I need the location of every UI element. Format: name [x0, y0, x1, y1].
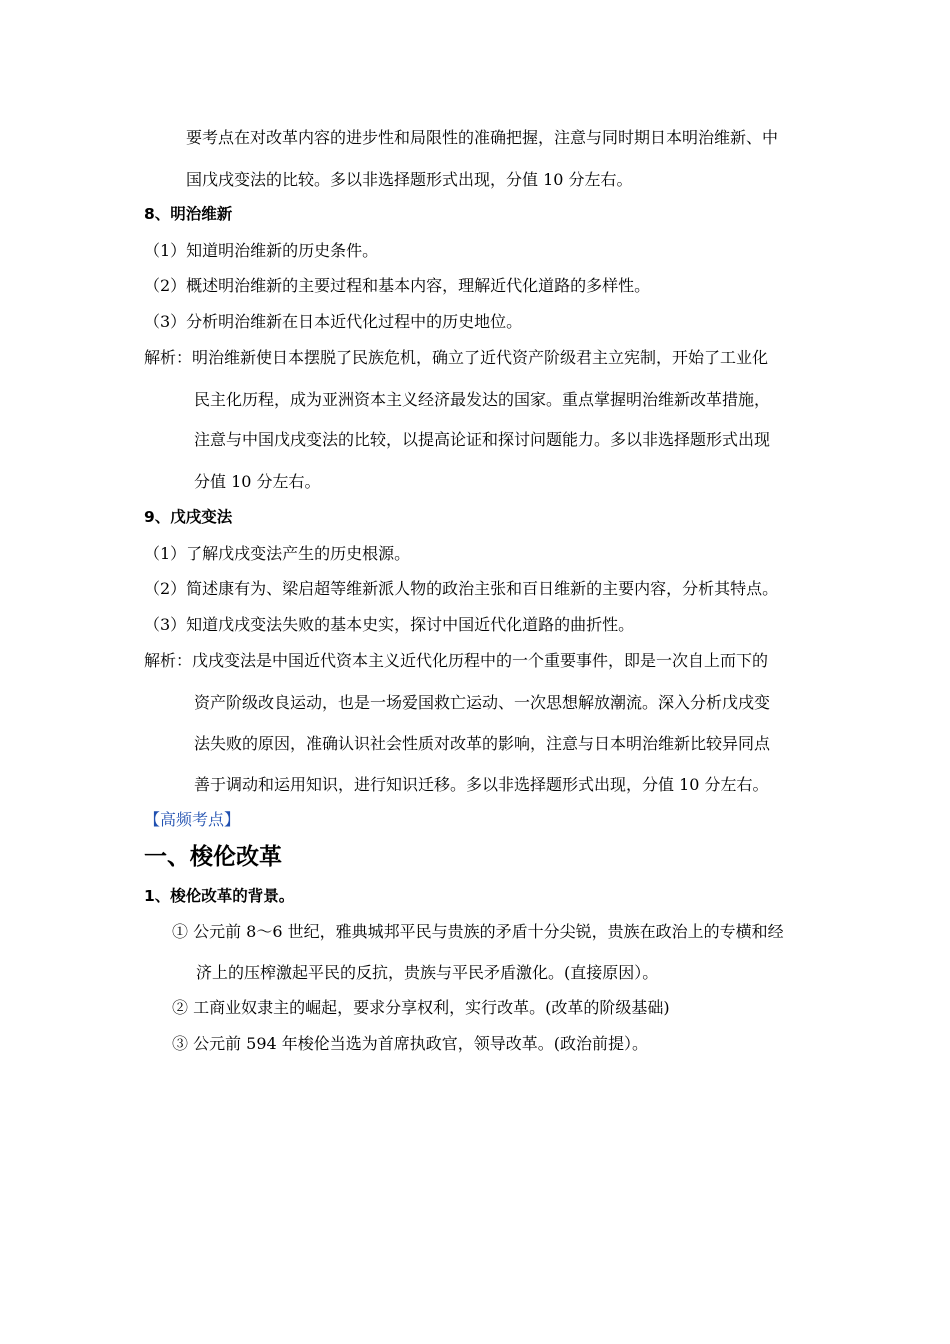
- meiji-item-3: （3）分析明治维新在日本近代化过程中的历史地位。: [144, 312, 523, 331]
- meiji-heading: 8、明治维新: [144, 205, 233, 223]
- wuxu-item-3: （3）知道戊戌变法失败的基本史实，探讨中国近代化道路的曲折性。: [144, 615, 635, 634]
- wuxu-analysis-line-2: 资产阶级改良运动，也是一场爱国救亡运动、一次思想解放潮流。深入分析戊戌变: [194, 693, 771, 712]
- background-point-3: ③ 公元前 594 年梭伦当选为首席执政官，领导改革。(政治前提）。: [172, 1034, 649, 1053]
- wuxu-analysis-line-4: 善于调动和运用知识，进行知识迁移。多以非选择题形式出现，分值 10 分左右。: [194, 775, 769, 794]
- wuxu-item-2: （2）简述康有为、梁启超等维新派人物的政治主张和百日维新的主要内容，分析其特点。: [144, 579, 779, 598]
- intro-line-1: 要考点在对改革内容的进步性和局限性的准确把握，注意与同时期日本明治维新、中: [186, 128, 779, 147]
- wuxu-heading: 9、戊戌变法: [144, 508, 233, 526]
- meiji-analysis-line-3: 注意与中国戊戌变法的比较，以提高论证和探讨问题能力。多以非选择题形式出现: [194, 430, 771, 449]
- background-point-1-continued: 济上的压榨激起平民的反抗，贵族与平民矛盾激化。(直接原因）。: [196, 963, 659, 982]
- wuxu-analysis-line-3: 法失败的原因，准确认识社会性质对改革的影响，注意与日本明治维新比较异同点: [194, 734, 771, 753]
- background-point-2: ② 工商业奴隶主的崛起，要求分享权利，实行改革。(改革的阶级基础): [172, 998, 670, 1017]
- wuxu-item-1: （1）了解戊戌变法产生的历史根源。: [144, 544, 411, 563]
- wuxu-analysis-line-1: 解析：戊戌变法是中国近代资本主义近代化历程中的一个重要事件，即是一次自上而下的: [144, 651, 769, 670]
- section-title: 一、梭伦改革: [144, 844, 282, 870]
- background-point-1: ① 公元前 8～6 世纪，雅典城邦平民与贵族的矛盾十分尖锐，贵族在政治上的专横和经: [172, 922, 784, 941]
- intro-line-2: 国戊戌变法的比较。多以非选择题形式出现，分值 10 分左右。: [186, 170, 633, 189]
- meiji-analysis-line-4: 分值 10 分左右。: [194, 472, 321, 491]
- meiji-item-2: （2）概述明治维新的主要过程和基本内容，理解近代化道路的多样性。: [144, 276, 651, 295]
- meiji-analysis-line-2: 民主化历程，成为亚洲资本主义经济最发达的国家。重点掌握明治维新改革措施，: [194, 390, 771, 409]
- section-sub-heading: 1、梭伦改革的背景。: [144, 887, 295, 905]
- high-frequency-tag: 【高频考点】: [144, 810, 241, 829]
- meiji-item-1: （1）知道明治维新的历史条件。: [144, 241, 379, 260]
- meiji-analysis-line-1: 解析：明治维新使日本摆脱了民族危机，确立了近代资产阶级君主立宪制，开始了工业化: [144, 348, 769, 367]
